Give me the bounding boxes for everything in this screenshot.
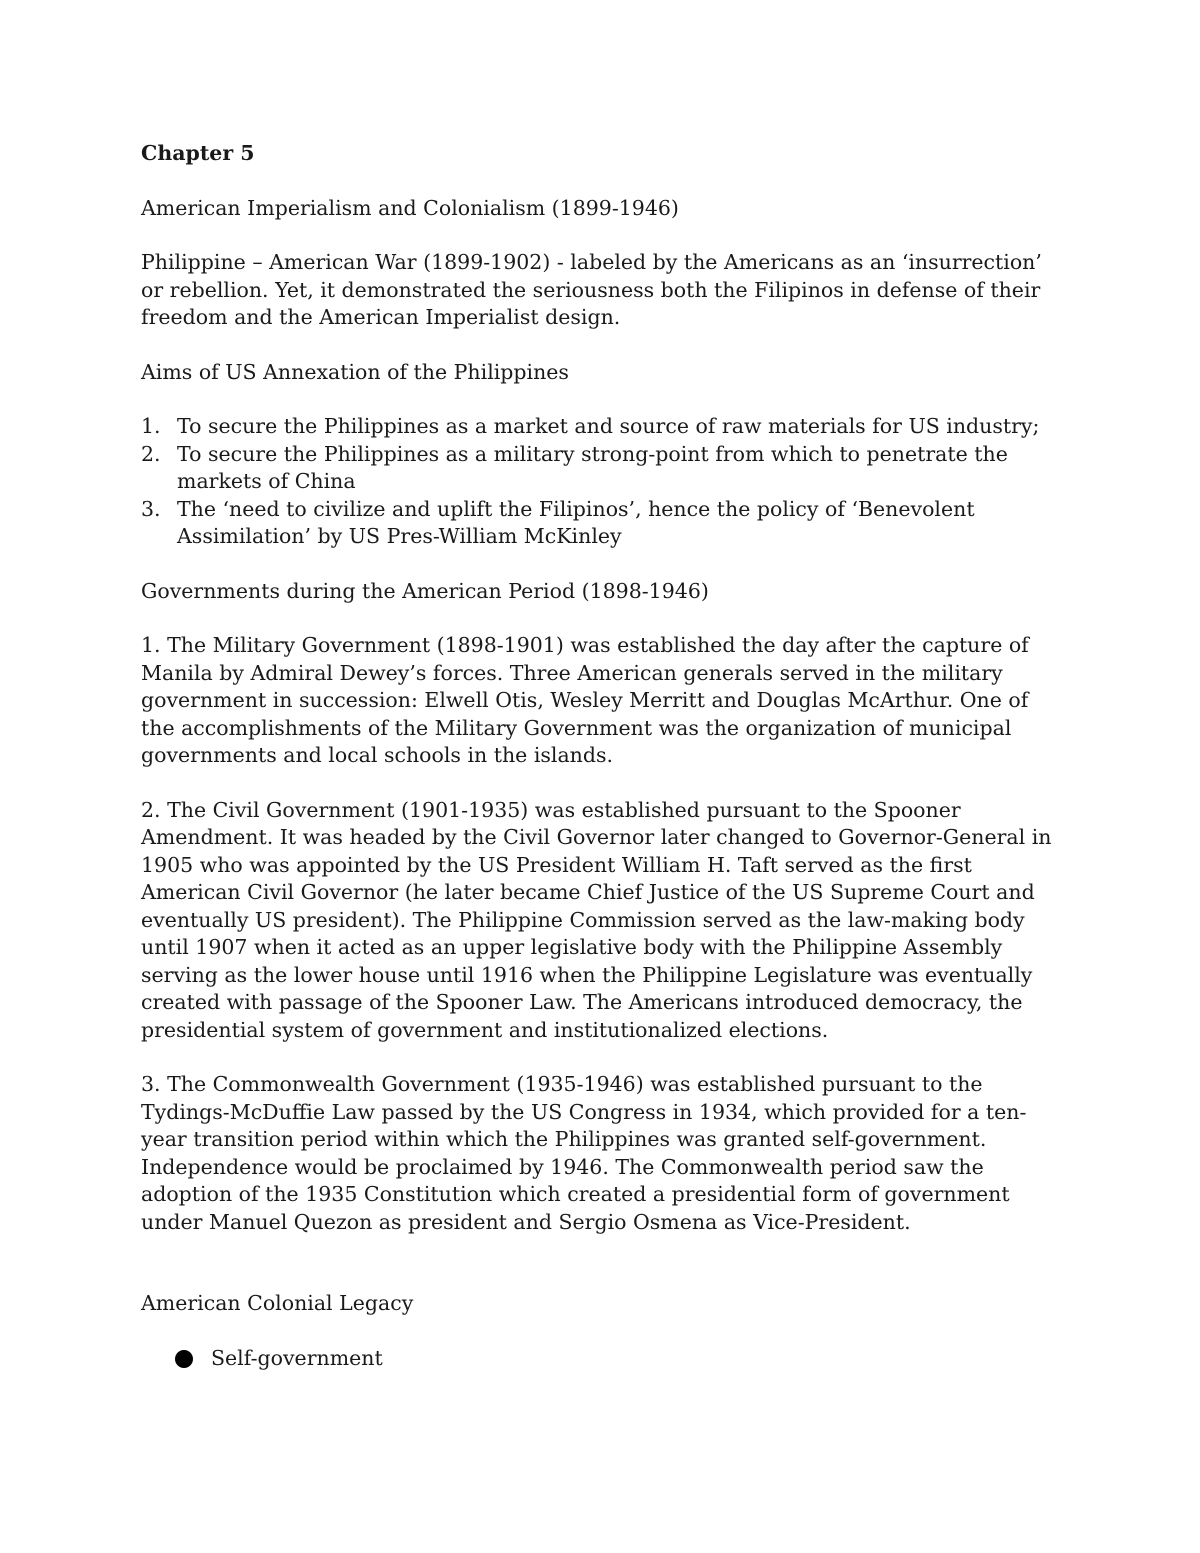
list-number: 3.: [141, 496, 161, 521]
legacy-heading: American Colonial Legacy: [141, 1291, 414, 1315]
chapter-title: Chapter 5: [141, 141, 255, 165]
list-item-text: The ‘need to civilize and uplift the Filipinos’, hence the policy of ‘Benevolent Assimilation’ by US Pres-William McKinley: [177, 496, 975, 548]
document-page: [141, 140, 1061, 1372]
bullet-icon: [175, 1350, 193, 1368]
aims-list-item: [141, 413, 1061, 441]
list-item-text: To secure the Philippines as a market and source of raw materials for US industry;: [177, 414, 1040, 438]
aims-list: [141, 413, 1061, 551]
list-item-text: Self-government: [211, 1345, 383, 1370]
list-item-text: To secure the Philippines as a military strong-point from which to penetrate the markets of China: [177, 441, 1008, 493]
list-number: 1.: [141, 414, 161, 438]
military-government-paragraph: 1. The Military Government (1898-1901) was established the day after the capture of Manila by Admiral Dewey’s forces. Three American generals served in the military government in succession: Elwell Otis, Wesley Merritt and Douglas McArthur. One of the accomplishments of the Military Government was the organization of municipal governments and local schools in the islands.: [141, 633, 1029, 767]
aims-list-item: [141, 441, 1061, 496]
commonwealth-government-paragraph: 3. The Commonwealth Government (1935-1946) was established pursuant to the Tydings-McDuffie Law passed by the US Congress in 1934, which provided for a ten-year transition period within which the Philippines was granted self-government. Independence would be proclaimed by 1946. The Commonwealth period saw the adoption of the 1935 Constitution which created a presidential form of government under Manuel Quezon as president and Sergio Osmena as Vice-President.: [141, 1072, 1027, 1234]
document-subtitle: American Imperialism and Colonialism (1899-1946): [141, 195, 679, 220]
legacy-list-item: [141, 1345, 1061, 1373]
war-paragraph: Philippine – American War (1899-1902) - labeled by the Americans as an ‘insurrection’ or rebellion. Yet, it demonstrated the seriousness both the Filipinos in defense of their freedom and the American Imperialist design.: [141, 250, 1042, 329]
governments-heading: Governments during the American Period (1898-1946): [141, 578, 709, 603]
legacy-list: [141, 1345, 1061, 1373]
list-number: 2.: [141, 441, 161, 466]
aims-list-item: [141, 496, 1061, 551]
civil-government-paragraph: 2. The Civil Government (1901-1935) was established pursuant to the Spooner Amendment. It was headed by the Civil Governor later changed to Governor-General in 1905 who was appointed by the US President William H. Taft served as the first American Civil Governor (he later became Chief Justice of the US Supreme Court and eventually US president). The Philippine Commission served as the law-making body until 1907 when it acted as an upper legislative body with the Philippine Assembly serving as the lower house until 1916 when the Philippine Legislature was eventually created with passage of the Spooner Law. The Americans introduced democracy, the presidential system of government and institutionalized elections.: [141, 797, 1052, 1042]
aims-heading: Aims of US Annexation of the Philippines: [141, 359, 569, 384]
